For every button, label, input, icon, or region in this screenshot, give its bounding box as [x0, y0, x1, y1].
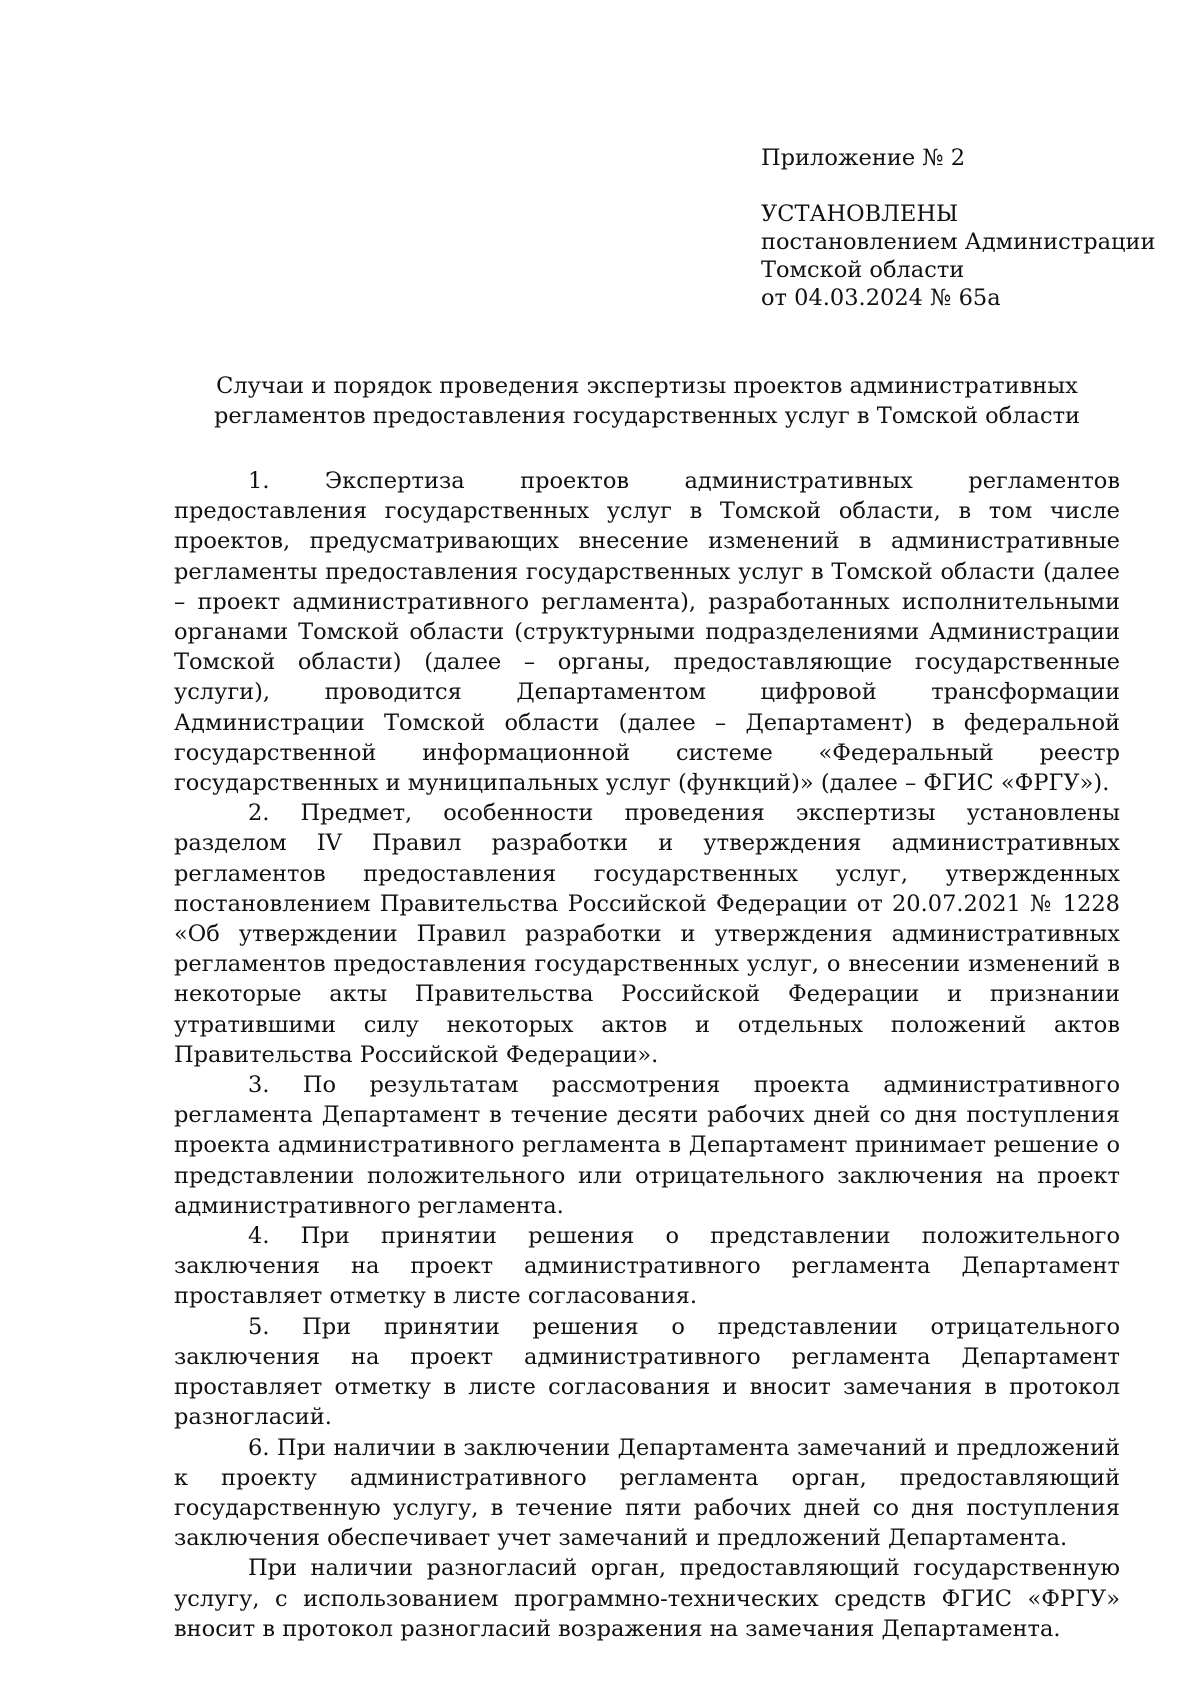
resolution-date-number: от 04.03.2024 № 65а: [761, 285, 1001, 311]
approved-heading: УСТАНОВЛЕНЫ: [761, 201, 959, 227]
paragraph-4: 4. При принятии решения о представлении положительного заключения на проект административного регламента Департамент проставляет отметку в листе согласования.: [174, 1223, 1120, 1310]
document-title: [174, 371, 1120, 431]
title-line-2: регламентов предоставления государственных услуг в Томской области: [213, 403, 1081, 429]
approval-stamp: [761, 200, 1156, 312]
region-line: Томской области: [761, 257, 965, 283]
paragraph-5: 5. При принятии решения о представлении отрицательного заключения на проект административного регламента Департамент проставляет отметку в листе согласования и вносит замечания в протокол разногласий.: [174, 1313, 1120, 1431]
paragraph-6: 6. При наличии в заключении Департамента замечаний и предложений к проекту административного регламента орган, предоставляющий государственную услугу, в течение пяти рабочих дней со дня поступления заключения обеспечивает учет замечаний и предложений Департамента.: [174, 1434, 1120, 1552]
appendix-label: Приложение № 2: [761, 145, 966, 171]
title-line-1: Случаи и порядок проведения экспертизы проектов административных: [216, 373, 1078, 399]
resolution-line: постановлением Администрации: [761, 229, 1156, 255]
paragraph-2: 2. Предмет, особенности проведения экспертизы установлены разделом IV Правил разработки и утверждения административных регламентов предоставления государственных услуг, утвержденных постановлением Правительства Российской Федерации от 20.07.2021 № 1228 «Об утверждении Правил разработки и утверждения административных регламентов предоставления государственных услуг, о внесении изменений в некоторые акты Правительства Российской Федерации и признании утратившими силу некоторых актов и отдельных положений актов Правительства Российской Федерации».: [174, 800, 1120, 1068]
document-body: [174, 466, 1120, 1644]
paragraph-7: При наличии разногласий орган, предоставляющий государственную услугу, с использованием программно-технических средств ФГИС «ФРГУ» вносит в протокол разногласий возражения на замечания Департамента.: [174, 1555, 1120, 1642]
paragraph-3: 3. По результатам рассмотрения проекта административного регламента Департамент в течение десяти рабочих дней со дня поступления проекта административного регламента в Департамент принимает решение о представлении положительного или отрицательного заключения на проект административного регламента.: [174, 1072, 1120, 1219]
paragraph-1: 1. Экспертиза проектов административных регламентов предоставления государственных услуг в Томской области, в том числе проектов, предусматривающих внесение изменений в административные регламенты предоставления государственных услуг в Томской области (далее – проект административного регламента), разработанных исполнительными органами Томской области (структурными подразделениями Администрации Томской области) (далее – органы, предоставляющие государственные услуги), проводится Департаментом цифровой трансформации Администрации Томской области (далее – Департамент) в федеральной государственной информационной системе «Федеральный реестр государственных и муниципальных услуг (функций)» (далее – ФГИС «ФРГУ»).: [174, 468, 1120, 797]
